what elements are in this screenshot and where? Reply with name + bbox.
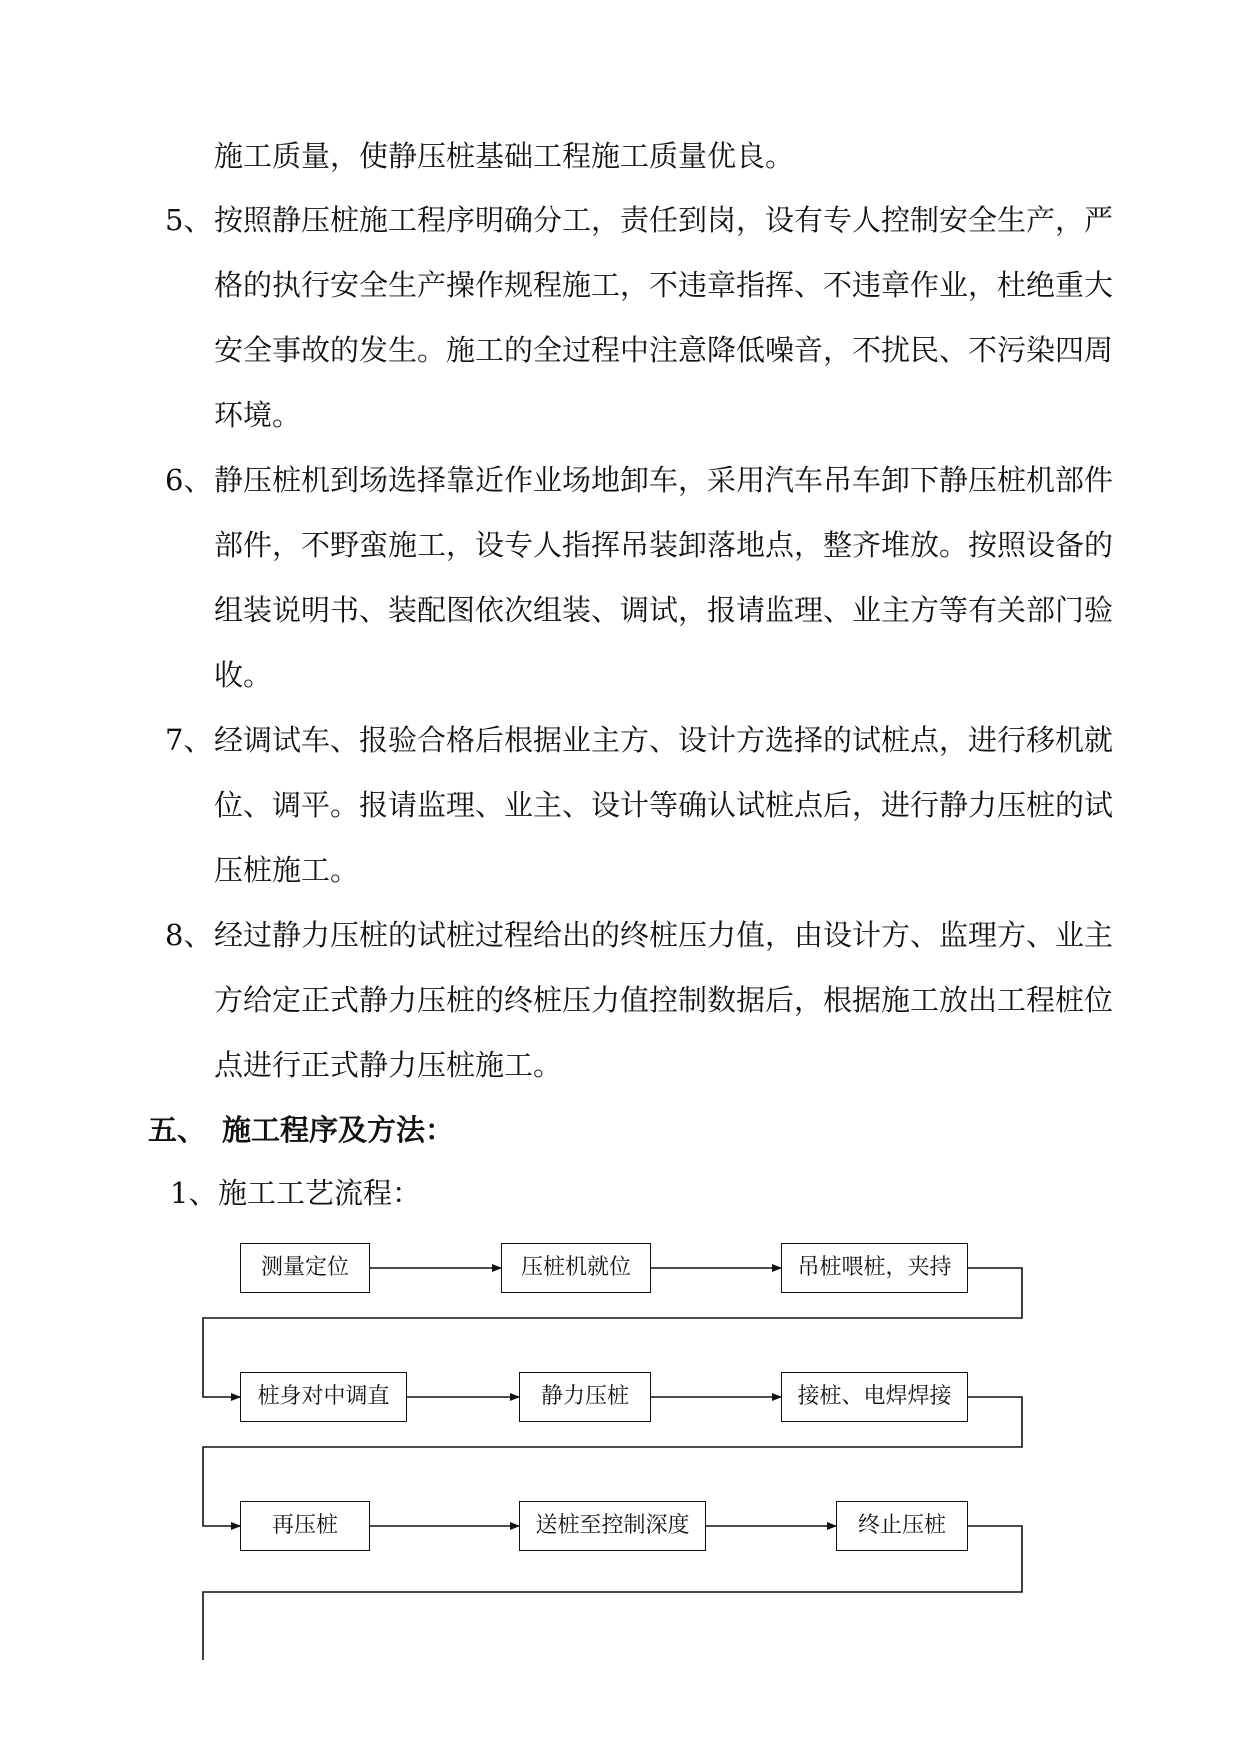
item-8-number: 8、 (165, 918, 213, 952)
section-number: 五、 (148, 1113, 207, 1147)
item-8-line-2: 方给定正式静力压桩的终桩压力值控制数据后，根据施工放出工程桩位 (214, 983, 1114, 1017)
item-6-line-4: 收。 (214, 658, 273, 692)
flow-step-center-straighten: 桩身对中调直 (240, 1372, 407, 1422)
item-6-line-1: 静压桩机到场选择靠近作业场地卸车，采用汽车吊车卸下静压桩机部件 (214, 463, 1114, 497)
flow-step-static-press: 静力压桩 (519, 1372, 651, 1422)
subsection-title: 施工工艺流程： (218, 1176, 422, 1210)
item-6-number: 6、 (165, 463, 213, 497)
item-8-line-1: 经过静力压桩的试桩过程给出的终桩压力值，由设计方、监理方、业主 (214, 918, 1114, 952)
flow-step-splice-weld: 接桩、电焊焊接 (781, 1372, 968, 1422)
item-5-number: 5、 (165, 203, 213, 237)
flow-step-pile-machine-in-place: 压桩机就位 (501, 1243, 651, 1293)
item-5-line-1: 按照静压桩施工程序明确分工，责任到岗，设有专人控制安全生产，严 (214, 203, 1114, 237)
item-8-line-3: 点进行正式静力压桩施工。 (214, 1048, 563, 1082)
item-5-line-3: 安全事故的发生。施工的全过程中注意降低噪音，不扰民、不污染四周 (214, 333, 1114, 367)
item-7-line-3: 压桩施工。 (214, 853, 360, 887)
flow-step-drive-to-depth: 送桩至控制深度 (519, 1501, 706, 1551)
flow-step-press-again: 再压桩 (240, 1501, 370, 1551)
item-7-line-1: 经调试车、报验合格后根据业主方、设计方选择的试桩点，进行移机就 (214, 723, 1114, 757)
flow-step-stop-pressing: 终止压桩 (836, 1501, 968, 1551)
item-6-line-2: 部件，不野蛮施工，设专人指挥吊装卸落地点，整齐堆放。按照设备的 (214, 528, 1114, 562)
item-5-line-4: 环境。 (214, 398, 302, 432)
item-7-number: 7、 (165, 723, 213, 757)
subsection-number: 1、 (170, 1176, 218, 1210)
item-7-line-2: 位、调平。报请监理、业主、设计等确认试桩点后，进行静力压桩的试 (214, 788, 1114, 822)
continuation-line: 施工质量，使静压桩基础工程施工质量优良。 (214, 139, 795, 173)
item-5-line-2: 格的执行安全生产操作规程施工，不违章指挥、不违章作业，杜绝重大 (214, 268, 1114, 302)
flow-step-survey-positioning: 测量定位 (240, 1243, 370, 1293)
section-title: 施工程序及方法： (222, 1113, 455, 1147)
item-6-line-3: 组装说明书、装配图依次组装、调试，报请监理、业主方等有关部门验 (214, 593, 1114, 627)
flow-step-lift-feed-clamp-pile: 吊桩喂桩，夹持 (781, 1243, 968, 1293)
